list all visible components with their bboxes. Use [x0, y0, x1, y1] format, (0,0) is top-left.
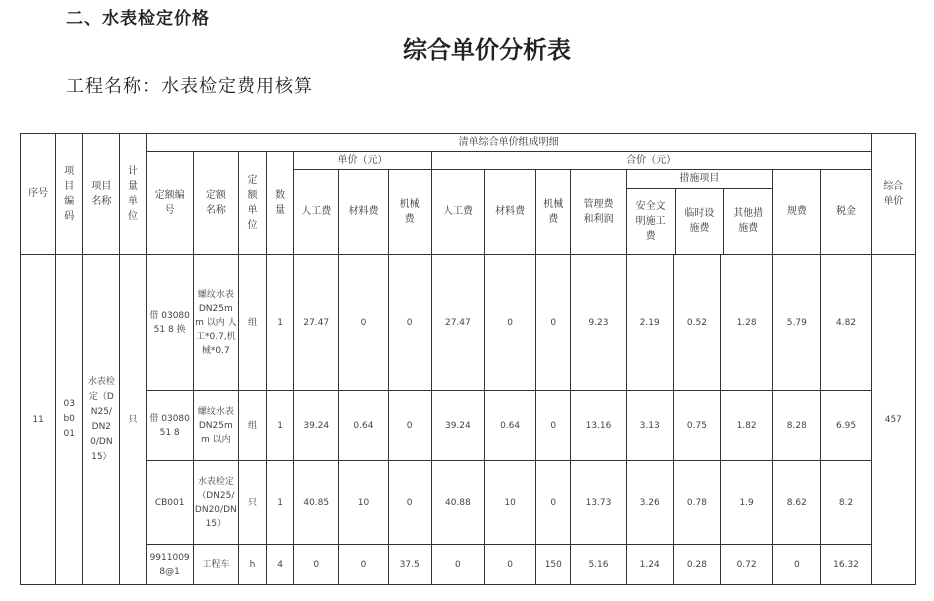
header-row-1 [21, 134, 916, 152]
t-labor: 27.47 [431, 255, 484, 391]
table-row [21, 461, 916, 545]
col-up-material: 材料费 [339, 170, 388, 255]
col-unit: 计量单位 [120, 134, 146, 255]
other: 1.9 [721, 461, 773, 545]
temp: 0.52 [673, 255, 720, 391]
tax: 4.82 [821, 255, 871, 391]
header-row-2 [21, 152, 916, 170]
item-seq: 11 [21, 255, 56, 585]
total-group: 合价（元） [431, 152, 871, 170]
temp: 0.28 [673, 545, 720, 585]
quota-name: 螺纹水表 DN25mm 以内 人工*0.7,机械*0.7 [193, 255, 238, 391]
safety: 2.19 [626, 255, 673, 391]
up-material: 0 [339, 545, 388, 585]
up-machine: 37.5 [388, 545, 431, 585]
quota-name: 螺纹水表 DN25mm 以内 [193, 391, 238, 461]
fees: 0 [773, 545, 821, 585]
measures-block [626, 170, 773, 255]
quota-name: 水表检定（DN25/DN20/DN15） [193, 461, 238, 545]
up-material: 0 [339, 255, 388, 391]
quota-code: CB001 [146, 461, 193, 545]
tax: 8.2 [821, 461, 871, 545]
group-header: 清单综合单价组成明细 [146, 134, 871, 152]
col-up-labor: 人工费 [294, 170, 339, 255]
quota-code: 借 0308051 8 换 [146, 255, 193, 391]
qty: 4 [267, 545, 294, 585]
quota-code: 9911009 8@1 [146, 545, 193, 585]
safety: 3.26 [626, 461, 673, 545]
col-other-measures: 其他措施费 [733, 208, 764, 235]
up-labor: 40.85 [294, 461, 339, 545]
col-up-machine: 机械费 [388, 170, 431, 255]
t-material: 0 [484, 545, 535, 585]
other: 0.72 [721, 545, 773, 585]
t-machine: 0 [536, 461, 571, 545]
fees: 8.28 [773, 391, 821, 461]
table-row [21, 391, 916, 461]
up-labor: 0 [294, 545, 339, 585]
safety: 3.13 [626, 391, 673, 461]
col-fees: 规费 [773, 170, 821, 255]
col-seq: 序号 [21, 134, 56, 255]
temp: 0.75 [673, 391, 720, 461]
quota-unit: h [238, 545, 266, 585]
t-material: 0.64 [484, 391, 535, 461]
col-qty: 数量 [267, 152, 294, 255]
mgmt: 9.23 [571, 255, 626, 391]
tax: 6.95 [821, 391, 871, 461]
tax: 16.32 [821, 545, 871, 585]
up-labor: 27.47 [294, 255, 339, 391]
item-code: 03b001 [56, 255, 83, 585]
quota-unit: 组 [238, 391, 266, 461]
col-t-machine: 机械费 [536, 170, 571, 255]
col-safety: 安全文明施工费 [627, 188, 676, 254]
quota-unit: 只 [238, 461, 266, 545]
t-labor: 0 [431, 545, 484, 585]
t-machine: 0 [536, 255, 571, 391]
col-quota-name: 定额名称 [193, 152, 238, 255]
item-unit: 只 [120, 255, 146, 585]
t-labor: 39.24 [431, 391, 484, 461]
project-label: 工程名称： [66, 76, 161, 97]
t-machine: 150 [536, 545, 571, 585]
page-title: 综合单价分析表 [403, 35, 571, 64]
t-material: 10 [484, 461, 535, 545]
up-machine: 0 [388, 461, 431, 545]
other: 1.28 [721, 255, 773, 391]
project-name: 水表检定费用核算 [161, 76, 313, 97]
col-composite-price: 综合单价 [871, 134, 915, 255]
up-material: 10 [339, 461, 388, 545]
col-mgmt-profit: 管理费和利润 [571, 170, 626, 255]
up-machine: 0 [388, 255, 431, 391]
quota-unit: 组 [238, 255, 266, 391]
fees: 8.62 [773, 461, 821, 545]
up-labor: 39.24 [294, 391, 339, 461]
col-quota-unit: 定额单位 [238, 152, 266, 255]
measures-group: 措施项目 [627, 170, 773, 188]
measures-subtable [627, 170, 773, 254]
composite-price: 457 [871, 255, 915, 585]
qty: 1 [267, 461, 294, 545]
t-labor: 40.88 [431, 461, 484, 545]
unit-price-group: 单价（元） [294, 152, 432, 170]
quota-code: 借 0308051 8 [146, 391, 193, 461]
up-material: 0.64 [339, 391, 388, 461]
col-t-material: 材料费 [484, 170, 535, 255]
safety: 1.24 [626, 545, 673, 585]
table-row [21, 545, 916, 585]
col-item-name: 项目名称 [83, 134, 120, 255]
project-line [66, 72, 313, 98]
other: 1.82 [721, 391, 773, 461]
mgmt: 5.16 [571, 545, 626, 585]
t-material: 0 [484, 255, 535, 391]
qty: 1 [267, 391, 294, 461]
t-machine: 0 [536, 391, 571, 461]
col-temp: 临时设施费 [675, 188, 724, 254]
col-t-labor: 人工费 [431, 170, 484, 255]
quota-name: 工程车 [193, 545, 238, 585]
table-row [21, 255, 916, 391]
qty: 1 [267, 255, 294, 391]
col-item-code: 项目编码 [56, 134, 83, 255]
temp: 0.78 [673, 461, 720, 545]
mgmt: 13.73 [571, 461, 626, 545]
mgmt: 13.16 [571, 391, 626, 461]
item-name: 水表检定（DN25/DN20/DN15） [83, 255, 120, 585]
fees: 5.79 [773, 255, 821, 391]
up-machine: 0 [388, 391, 431, 461]
col-quota-code: 定额编号 [146, 152, 193, 255]
price-analysis-table [20, 133, 916, 585]
col-tax: 税金 [821, 170, 871, 255]
section-title: 二、水表检定价格 [66, 9, 210, 29]
